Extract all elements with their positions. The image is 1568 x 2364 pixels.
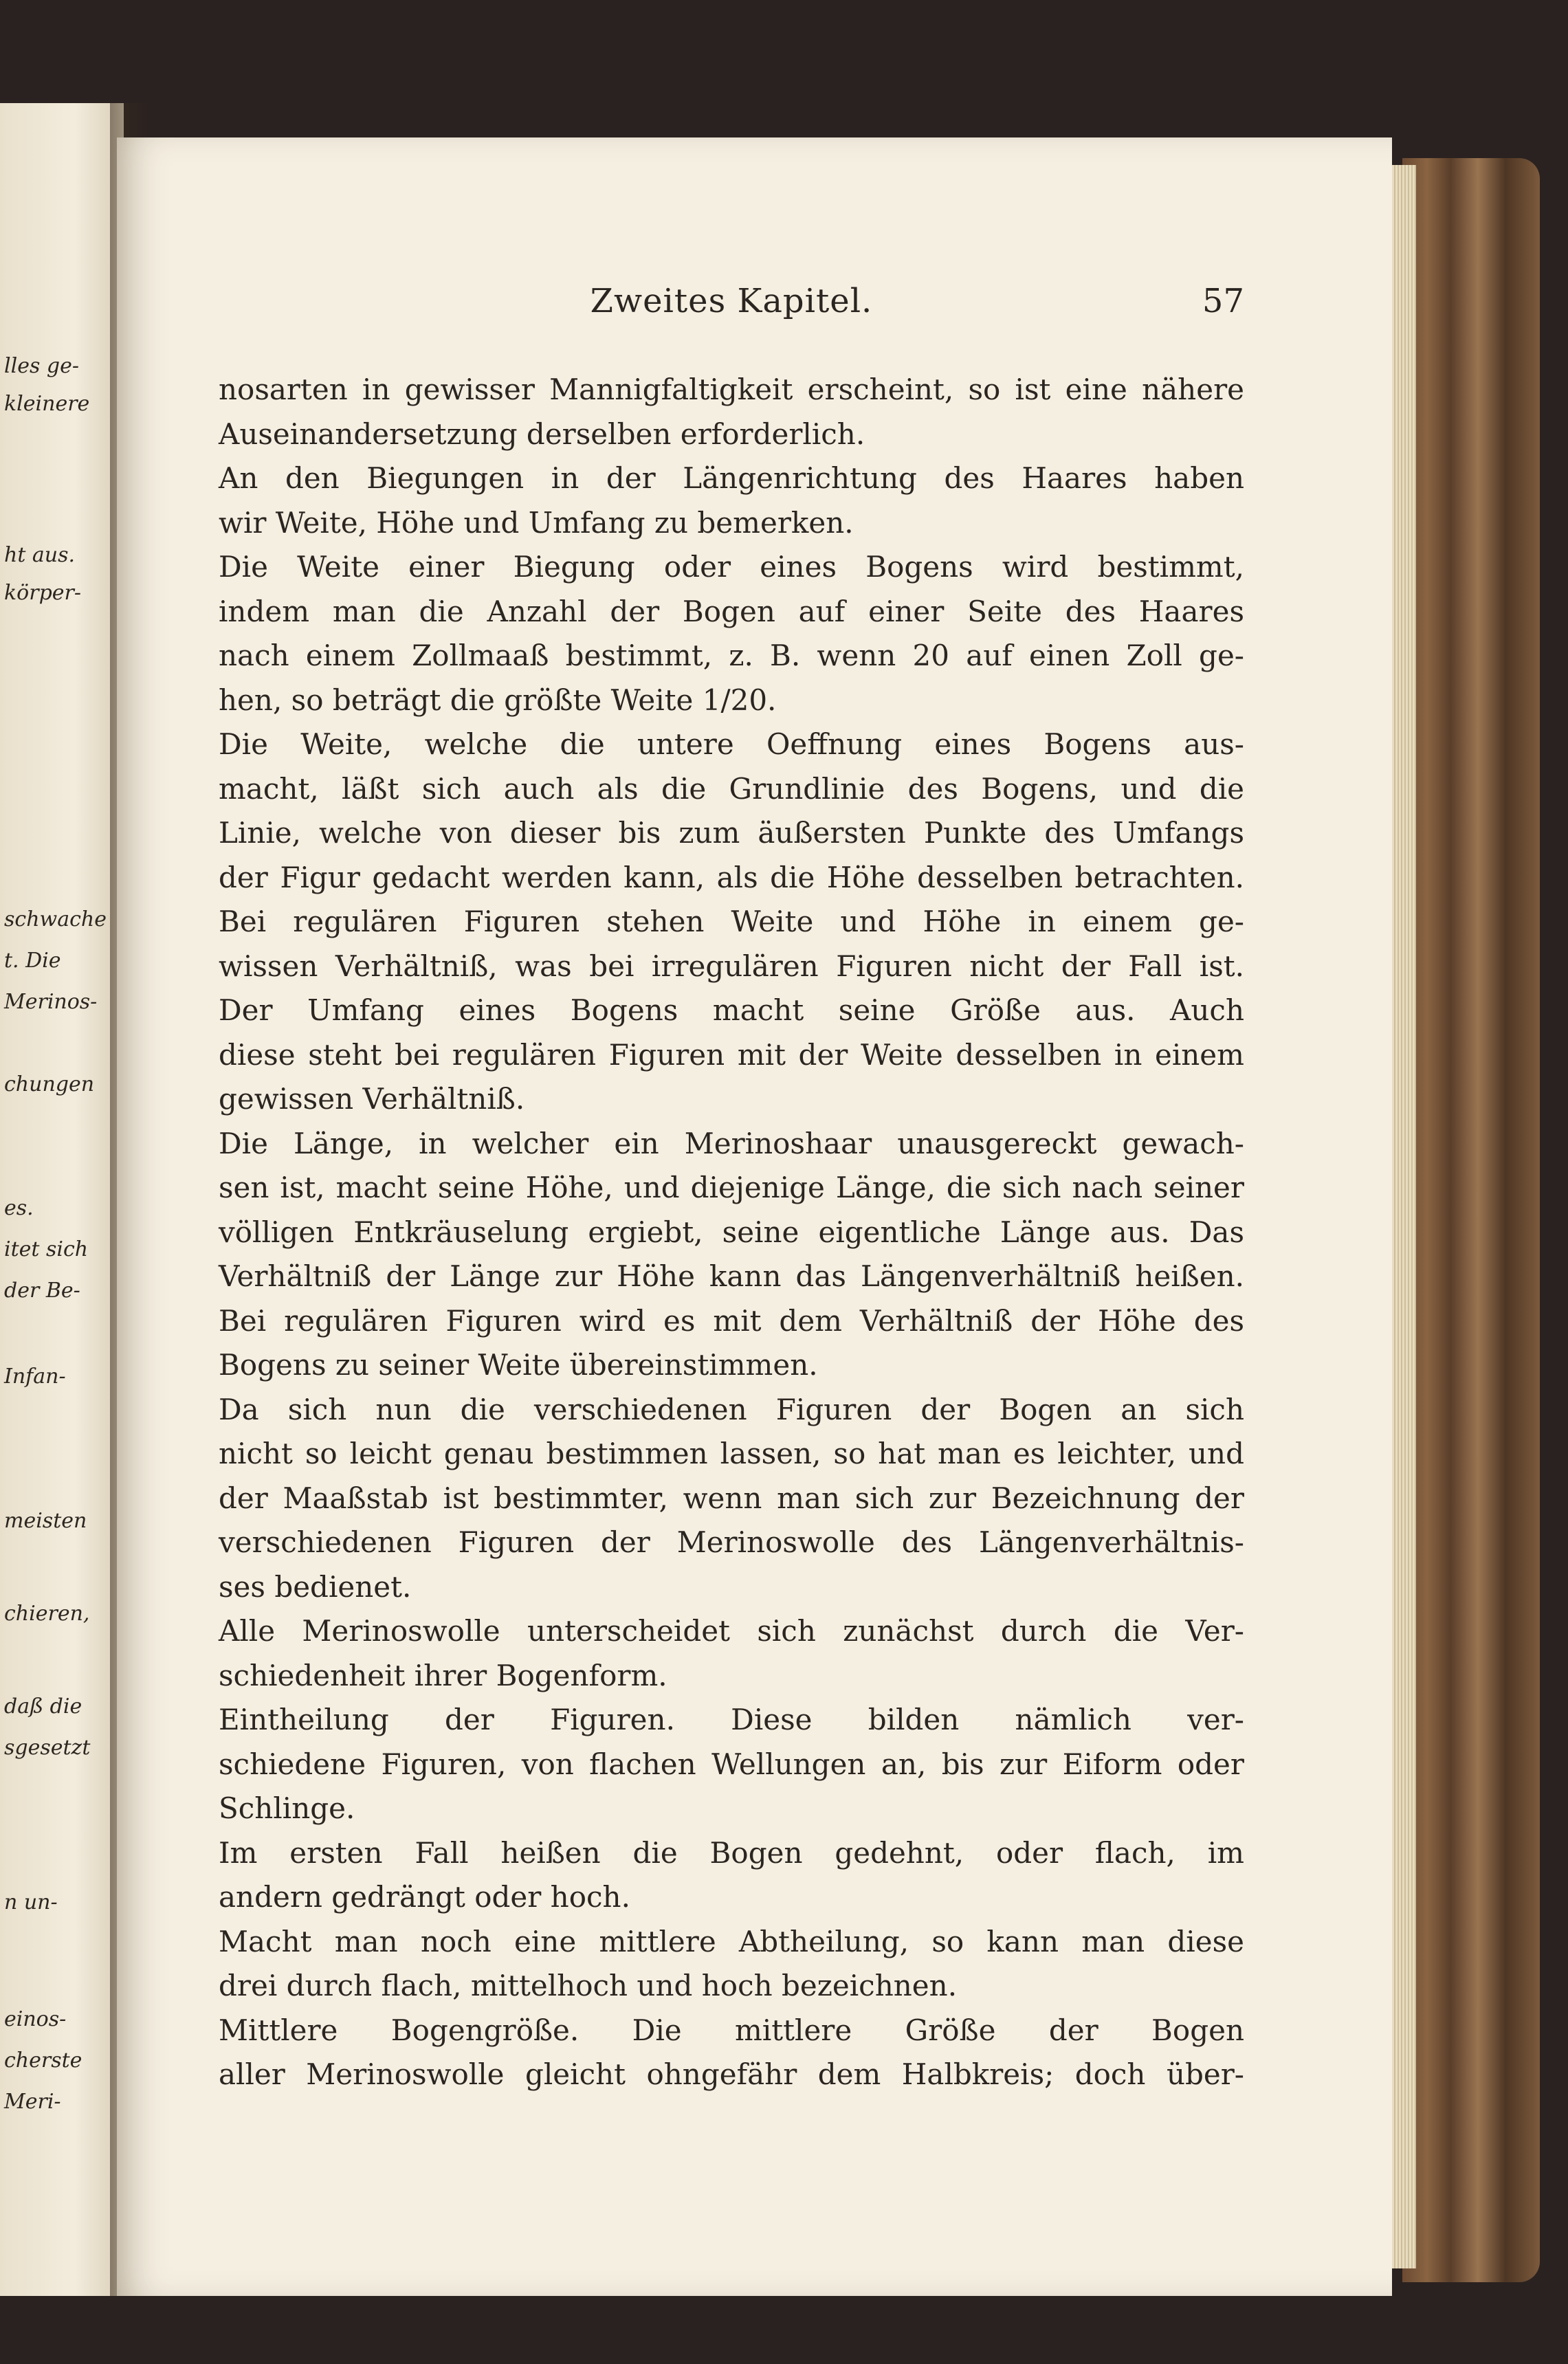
page-number: 57 bbox=[1202, 282, 1244, 320]
text-line: diese steht bei regulären Figuren mit der Weite desselben in einem bbox=[219, 1037, 1244, 1072]
text-line: indem man die Anzahl der Bogen auf einer Seite des Haares bbox=[219, 594, 1244, 628]
text-line: Verhältniß der Länge zur Höhe kann das Längenverhältniß heißen. bbox=[219, 1259, 1244, 1293]
text-line: Die Länge, in welcher ein Merinoshaar unausgereckt gewach- bbox=[219, 1126, 1244, 1160]
left-page-line: cherste bbox=[4, 2048, 82, 2073]
text-line: gewissen Verhältniß. bbox=[219, 1082, 525, 1116]
text-line: An den Biegungen in der Längenrichtung des Haares haben bbox=[219, 461, 1244, 495]
text-line: nicht so leicht genau bestimmen lassen, so hat man es leichter, und bbox=[219, 1437, 1244, 1470]
text-line: Im ersten Fall heißen die Bogen gedehnt, oder flach, im bbox=[219, 1835, 1244, 1870]
left-page-line: n un- bbox=[4, 1890, 58, 1914]
text-line: macht, läßt sich auch als die Grundlinie des Bogens, und die bbox=[219, 771, 1244, 806]
text-line: Mittlere Bogengröße. Die mittlere Größe der Bogen bbox=[219, 2013, 1244, 2047]
text-line: ses bedienet. bbox=[219, 1569, 412, 1604]
text-line: Die Weite, welche die untere Oeffnung eines Bogens aus- bbox=[219, 727, 1244, 761]
text-line: Bogens zu seiner Weite übereinstimmen. bbox=[219, 1348, 818, 1382]
text-line: Da sich nun die verschiedenen Figuren der Bogen an sich bbox=[219, 1392, 1244, 1426]
text-line: der Figur gedacht werden kann, als die Höhe desselben betrachten. bbox=[219, 860, 1244, 894]
text-line: wissen Verhältniß, was bei irregulären Figuren nicht der Fall ist. bbox=[219, 949, 1244, 983]
left-page-line: daß die bbox=[4, 1694, 82, 1719]
left-page-line: Merinos- bbox=[4, 990, 98, 1014]
text-line: Auseinandersetzung derselben erforderlich. bbox=[219, 417, 865, 451]
chapter-title: Zweites Kapitel. bbox=[590, 282, 873, 320]
text-line: Der Umfang eines Bogens macht seine Größe aus. Auch bbox=[219, 993, 1244, 1027]
text-line: verschiedenen Figuren der Merinoswolle des Längenverhältnis- bbox=[219, 1525, 1244, 1559]
body-text bbox=[219, 368, 1244, 2097]
text-line: sen ist, macht seine Höhe, und diejenige Länge, die sich nach seiner bbox=[219, 1171, 1244, 1204]
text-line: nach einem Zollmaaß bestimmt, z. B. wenn 20 auf einen Zoll ge- bbox=[219, 639, 1244, 672]
left-page-line: sgesetzt bbox=[4, 1736, 91, 1760]
book-binding-edge bbox=[1402, 158, 1540, 2282]
text-line: Schlinge. bbox=[219, 1791, 355, 1825]
text-line: Macht man noch eine mittlere Abtheilung, so kann man diese bbox=[219, 1924, 1244, 1958]
text-line: wir Weite, Höhe und Umfang zu bemerken. bbox=[219, 505, 854, 540]
text-line: Alle Merinoswolle unterscheidet sich zunächst durch die Ver- bbox=[219, 1614, 1244, 1648]
running-header bbox=[219, 282, 1244, 330]
left-page-line: körper- bbox=[4, 581, 82, 605]
left-page-line: itet sich bbox=[4, 1237, 89, 1261]
left-page-line: chieren, bbox=[4, 1602, 90, 1626]
left-page-line: chungen bbox=[4, 1072, 95, 1096]
text-line: Bei regulären Figuren wird es mit dem Verhältniß der Höhe des bbox=[219, 1303, 1244, 1338]
left-page-line: meisten bbox=[4, 1509, 87, 1533]
text-line: Linie, welche von dieser bis zum äußersten Punkte des Umfangs bbox=[219, 816, 1244, 850]
text-line: nosarten in gewisser Mannigfaltigkeit erscheint, so ist eine nähere bbox=[219, 373, 1244, 406]
left-page-line: t. Die bbox=[4, 949, 61, 973]
left-page-fragment bbox=[0, 103, 124, 2296]
text-line: aller Merinoswolle gleicht ohngefähr dem Halbkreis; doch über- bbox=[219, 2057, 1244, 2091]
text-line: hen, so beträgt die größte Weite 1/20. bbox=[219, 683, 777, 717]
text-line: andern gedrängt oder hoch. bbox=[219, 1880, 630, 1914]
left-page-line: einos- bbox=[4, 2007, 67, 2031]
text-line: völligen Entkräuselung ergiebt, seine eigentliche Länge aus. Das bbox=[219, 1215, 1244, 1249]
text-line: schiedenheit ihrer Bogenform. bbox=[219, 1658, 667, 1692]
left-page-line: kleinere bbox=[4, 392, 90, 416]
left-page-line: lles ge- bbox=[4, 354, 79, 378]
left-page-line: schwache bbox=[4, 907, 107, 931]
text-line: drei durch flach, mittelhoch und hoch bezeichnen. bbox=[219, 1969, 958, 2002]
text-line: Die Weite einer Biegung oder eines Bogens wird bestimmt, bbox=[219, 550, 1244, 584]
left-page-line: ht aus. bbox=[4, 543, 76, 567]
left-page-line: es. bbox=[4, 1196, 34, 1220]
text-line: Bei regulären Figuren stehen Weite und Höhe in einem ge- bbox=[219, 905, 1244, 938]
left-page-line: der Be- bbox=[4, 1279, 80, 1303]
left-page-line: Infan- bbox=[4, 1365, 66, 1389]
text-line: Eintheilung der Figuren. Diese bilden nämlich ver- bbox=[219, 1703, 1244, 1736]
text-line: schiedene Figuren, von flachen Wellungen an, bis zur Eiform oder bbox=[219, 1747, 1244, 1781]
text-line: der Maaßstab ist bestimmter, wenn man sich zur Bezeichnung der bbox=[219, 1481, 1244, 1515]
left-page-line: Meri- bbox=[4, 2090, 61, 2114]
